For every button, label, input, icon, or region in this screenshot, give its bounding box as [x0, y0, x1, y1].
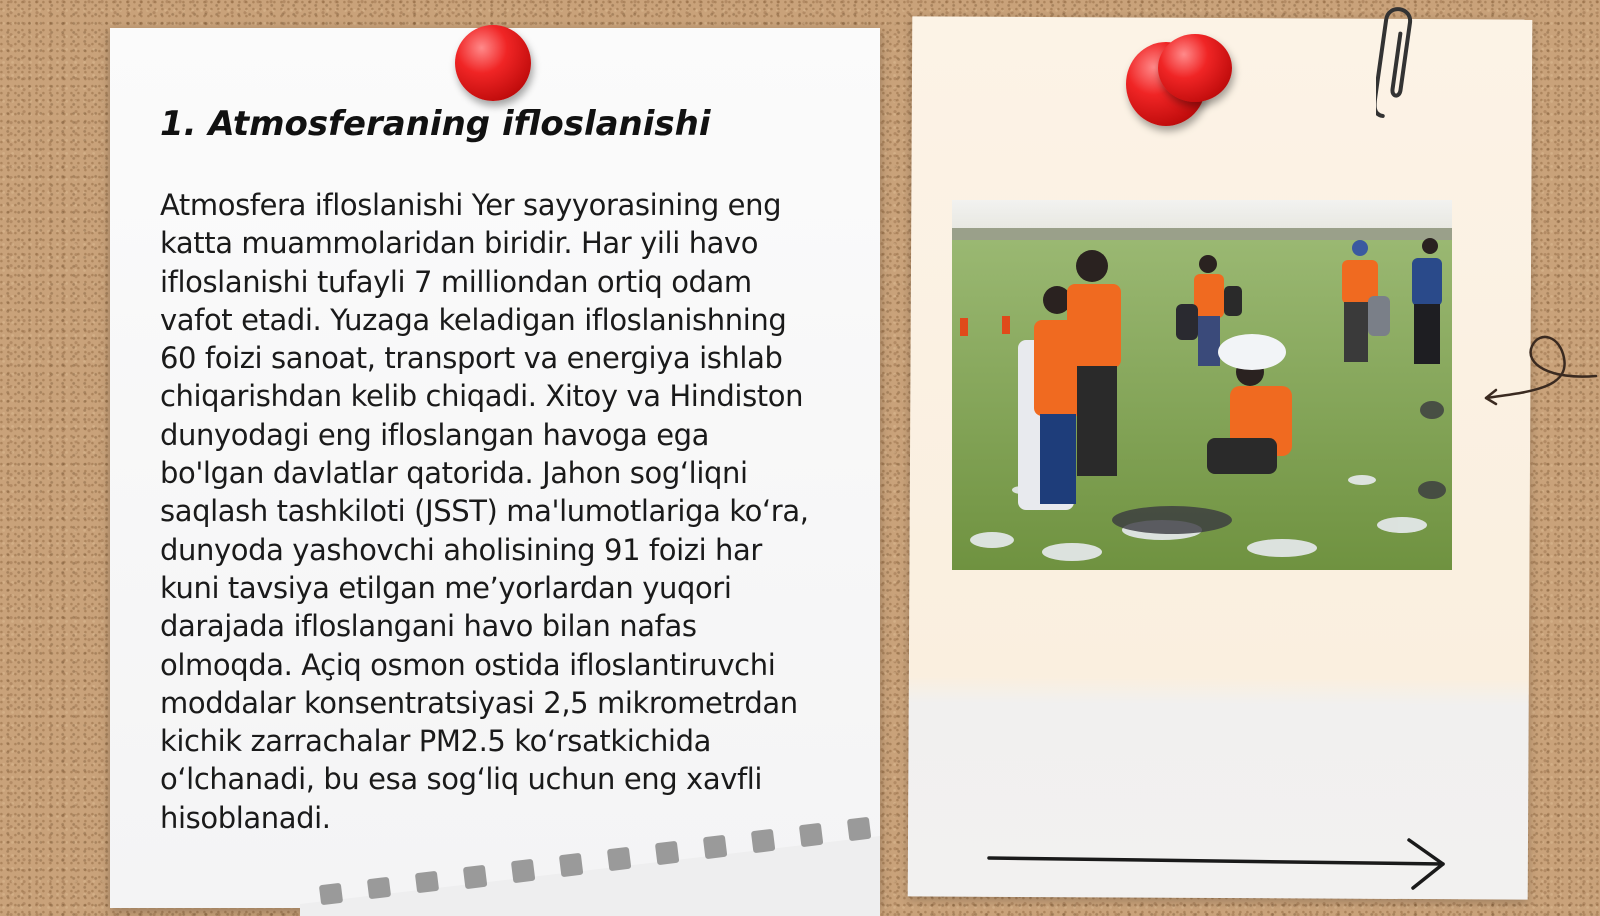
body-line: ifloslanishi tufayli 7 milliondan ortiq odam	[160, 264, 752, 299]
body-line: dunyodagi eng ifloslangan havoga ega	[160, 417, 710, 452]
body-line: hisoblanadi.	[160, 800, 331, 835]
body-line: moddalar konsentratsiyasi 2,5 mikrometrdan	[160, 685, 798, 720]
body-line: olmoqda. Açiq osmon ostida ifloslantiruvchi	[160, 647, 776, 682]
body-line: saqlash tashkiloti (JSST) ma'lumotlariga koʻra,	[160, 494, 809, 529]
slide-body	[160, 186, 860, 837]
body-line: vafot etadi. Yuzaga keladigan ifloslanishning	[160, 302, 787, 337]
arrow-right-icon	[985, 836, 1455, 892]
volunteers-photo	[952, 200, 1452, 570]
pushpin-icon	[1158, 34, 1232, 102]
body-line: 60 foizi sanoat, transport va energiya ishlab	[160, 341, 783, 376]
body-line: dunyoda yashovchi aholisining 91 foizi har	[160, 532, 762, 567]
body-line: bo'lgan davlatlar qatorida. Jahon sogʻliqni	[160, 456, 748, 491]
body-line: chiqarishdan kelib chiqadi. Xitoy va Hindiston	[160, 379, 804, 414]
torn-paper-edge	[300, 796, 880, 916]
body-line: katta muammolaridan biridir. Har yili havo	[160, 226, 759, 261]
pushpin-icon	[455, 25, 531, 101]
body-line: darajada ifloslangani havo bilan nafas	[160, 609, 697, 644]
curl-arrow-icon	[1480, 310, 1600, 410]
body-line: oʻlchanadi, bu esa sogʻliq uchun eng xavfli	[160, 762, 763, 797]
left-note-card	[110, 28, 880, 908]
body-line: Atmosfera ifloslanishi Yer sayyorasining eng	[160, 188, 782, 222]
body-line: kichik zarrachalar PM2.5 koʻrsatkichida	[160, 724, 711, 759]
paperclip-icon	[1376, 0, 1426, 130]
slide-title: 1. Atmosferaning ifloslanishi	[160, 104, 711, 144]
body-line: kuni tavsiya etilgan meʼyorlardan yuqori	[160, 570, 732, 605]
